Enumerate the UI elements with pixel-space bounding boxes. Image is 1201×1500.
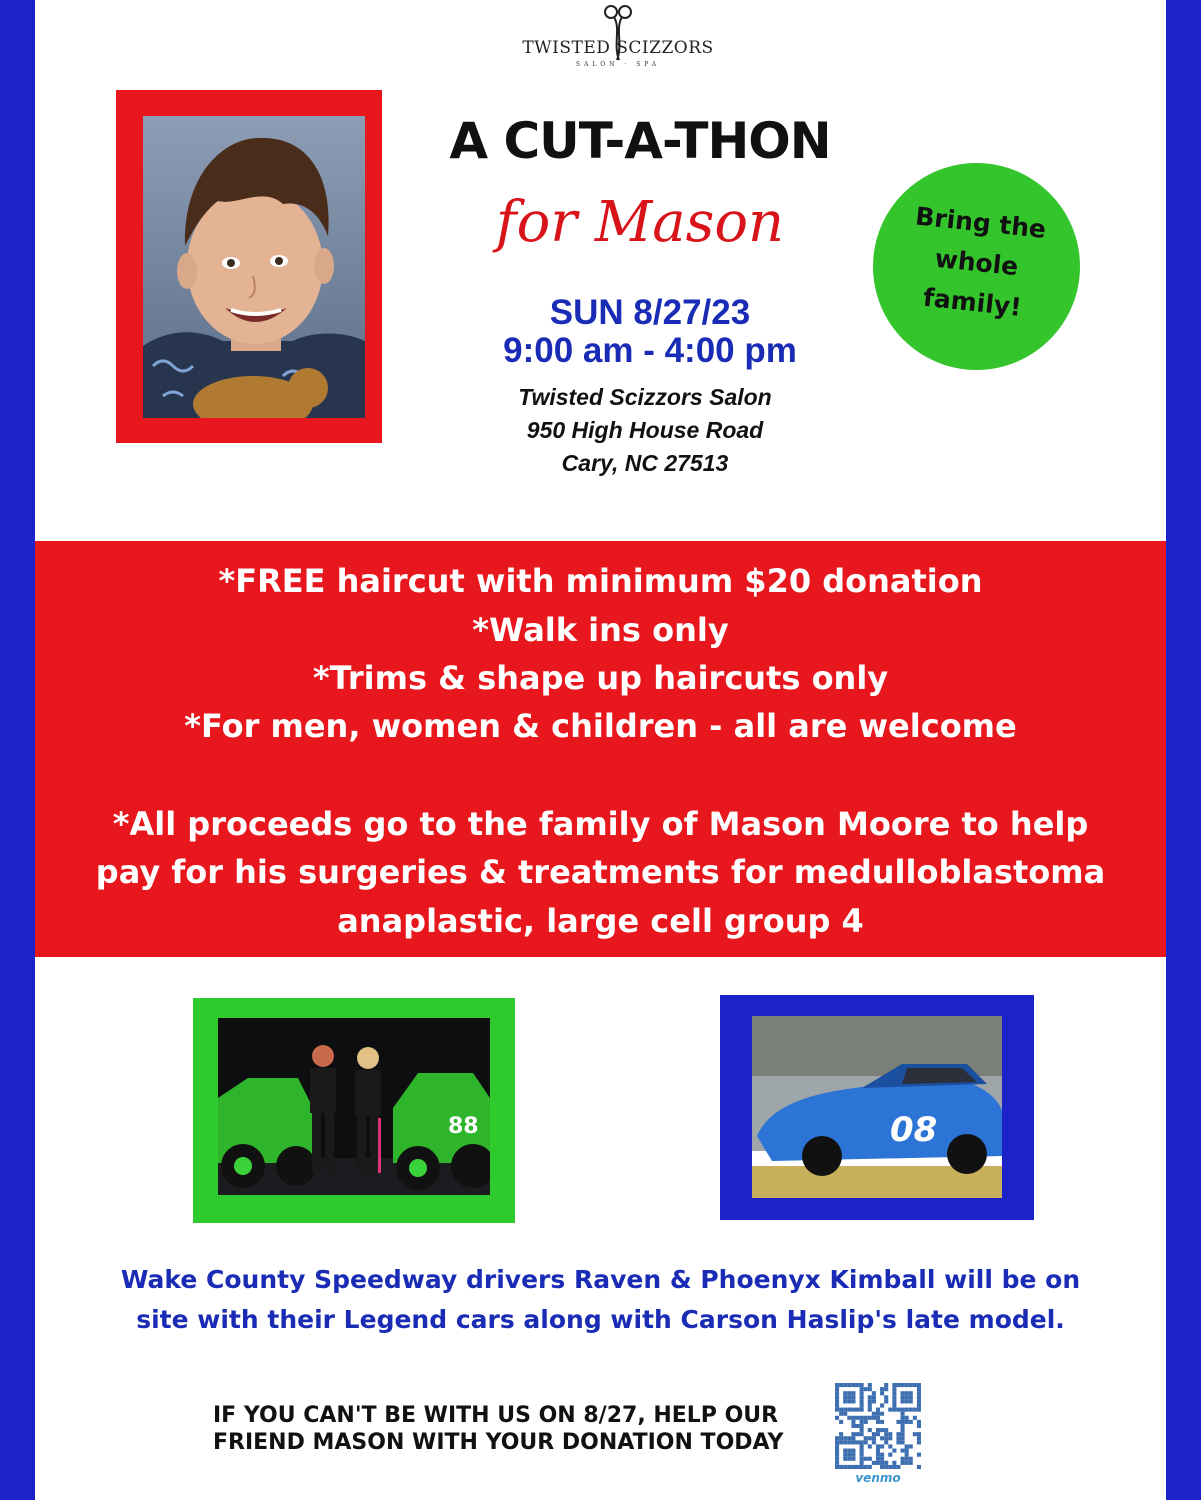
venue-name: Twisted Scizzors Salon xyxy=(518,384,772,410)
logo-name: TWISTED SCIZZORS xyxy=(522,38,714,58)
salon-logo xyxy=(513,4,723,72)
donation-line1: IF YOU CAN'T BE WITH US ON 8/27, HELP OUR xyxy=(213,1403,779,1428)
family-badge-line1: Bring the xyxy=(914,201,1048,244)
details-band xyxy=(35,541,1166,957)
venmo-qr-code[interactable] xyxy=(835,1383,921,1469)
mason-photo-frame xyxy=(116,90,382,443)
detail-proceeds-2: pay for his surgeries & treatments for medulloblastoma xyxy=(95,853,1106,891)
event-title: A CUT-A-THON xyxy=(449,112,831,170)
detail-all-welcome: *For men, women & children - all are welcome xyxy=(184,707,1017,745)
legend-cars-photo-frame xyxy=(193,998,515,1223)
flyer xyxy=(35,0,1166,1500)
svg-text:08: 08 xyxy=(890,1110,938,1150)
detail-free-haircut: *FREE haircut with minimum $20 donation xyxy=(218,562,983,600)
venmo-label: venmo xyxy=(855,1471,901,1485)
family-badge-text xyxy=(887,195,1066,332)
detail-trims: *Trims & shape up haircuts only xyxy=(312,659,889,697)
donation-line2: FRIEND MASON WITH YOUR DONATION TODAY xyxy=(213,1430,784,1455)
family-badge-line2: whole xyxy=(933,243,1020,282)
logo-tagline: SALON · SPA xyxy=(575,61,661,68)
speedway-info-line1: Wake County Speedway drivers Raven & Phoenyx Kimball will be on xyxy=(120,1265,1081,1294)
speedway-info-line2: site with their Legend cars along with Carson Haslip's late model. xyxy=(136,1305,1065,1334)
family-badge xyxy=(873,163,1080,370)
venue-street: 950 High House Road xyxy=(526,417,764,443)
mason-photo xyxy=(143,116,365,418)
venue-city: Cary, NC 27513 xyxy=(561,450,729,476)
event-subtitle: for Mason xyxy=(495,190,785,255)
family-badge-line3: family! xyxy=(921,282,1023,322)
late-model-photo xyxy=(752,1016,1002,1198)
legend-cars-photo xyxy=(218,1018,490,1195)
detail-proceeds-3: anaplastic, large cell group 4 xyxy=(337,902,864,940)
event-date: SUN 8/27/23 xyxy=(549,293,751,332)
event-time: 9:00 am - 4:00 pm xyxy=(503,331,797,370)
detail-walk-ins: *Walk ins only xyxy=(472,611,729,649)
late-model-photo-frame xyxy=(720,995,1034,1220)
detail-proceeds-1: *All proceeds go to the family of Mason Moore to help xyxy=(112,805,1089,843)
svg-text:88: 88 xyxy=(448,1114,479,1139)
